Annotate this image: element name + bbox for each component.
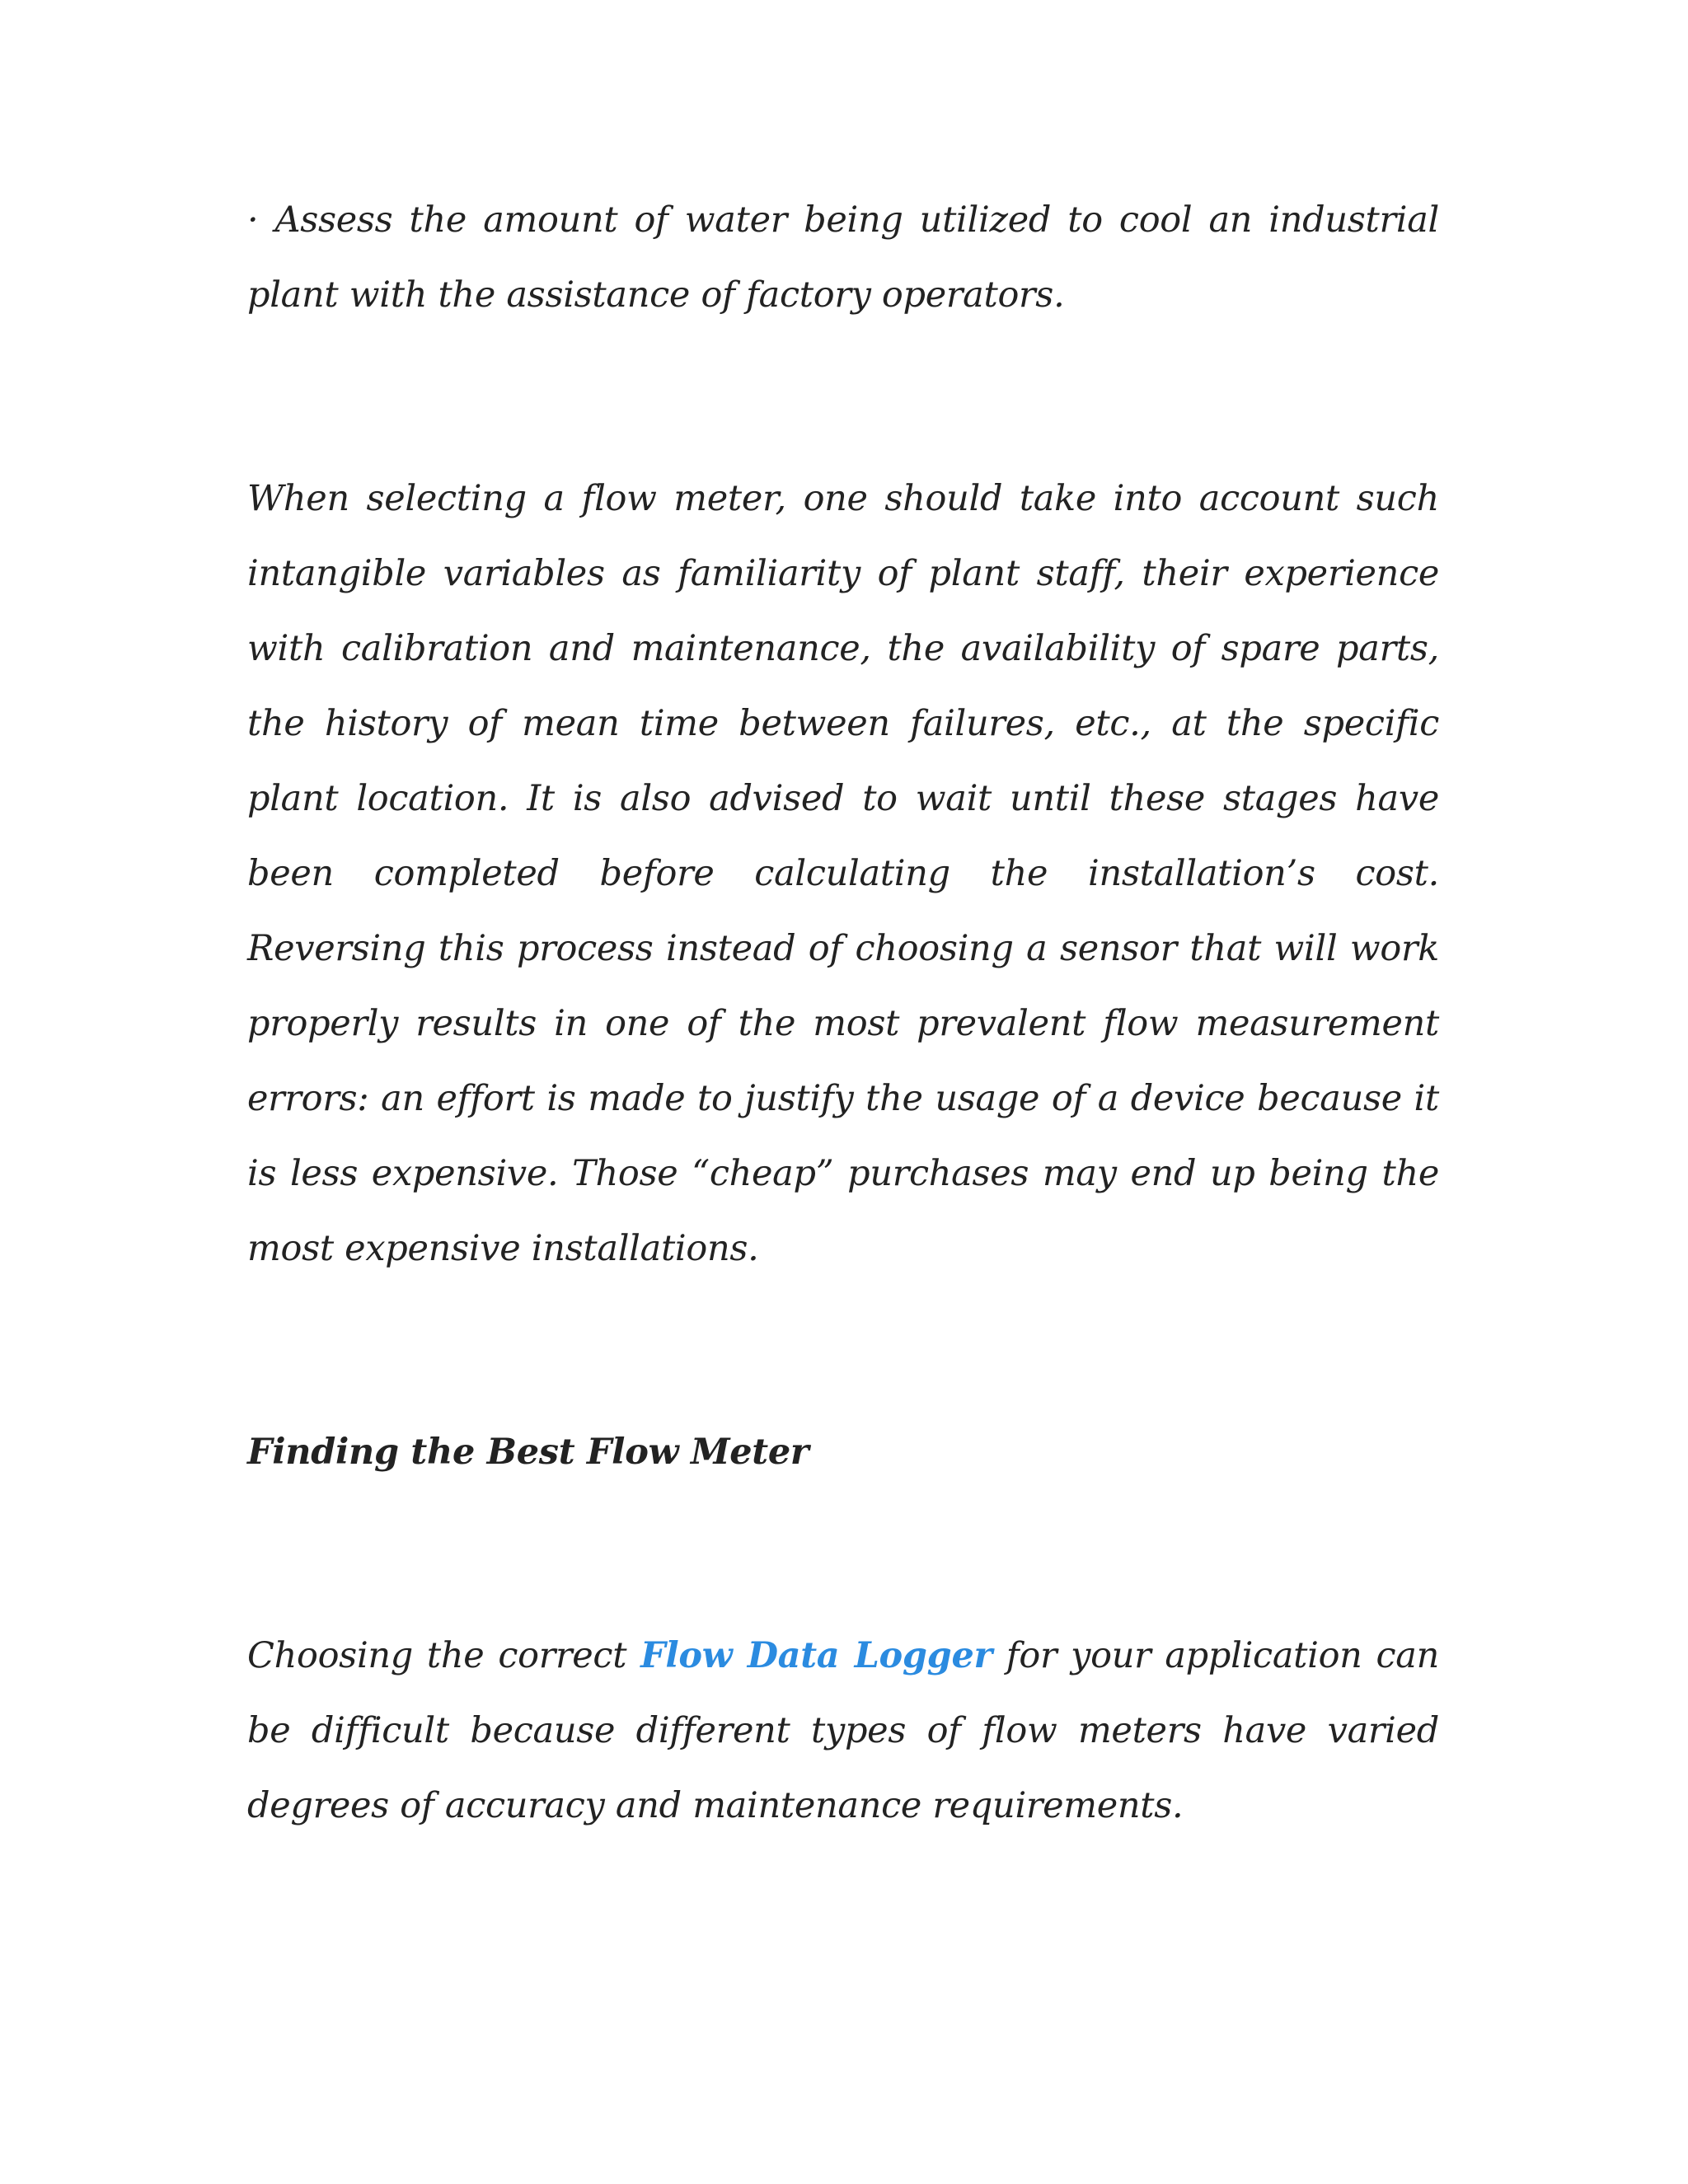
article-body	[247, 183, 1439, 1844]
spacer	[247, 1286, 1439, 1415]
spacer	[247, 333, 1439, 462]
paragraph-flow-meter-selection: When selecting a flow meter, one should take into account such intangible variables as familiarity of plant staff, their experience with calibration and maintenance, the availability of spare parts, the history of mean time between failures, etc., at the specific plant location. It is also advised to wait until these stages have been completed before calculating the installation’s cost. Reversing this process instead of choosing a sensor that will work properly results in one of the most prevalent flow measurement errors: an effort is made to justify the usage of a device because it is less expensive. Those “cheap” purchases may end up being the most expensive installations.	[247, 478, 1439, 1269]
paragraph-text-before-link: Choosing the correct	[247, 1635, 641, 1676]
section-heading: Finding the Best Flow Meter	[247, 1432, 809, 1473]
flow-data-logger-link[interactable]: Flow Data Logger	[640, 1635, 992, 1676]
paragraph-text-after-link: for your application can be difficult because different types of flow meters have varied degrees of accuracy and maintenance requirements.	[247, 1635, 1440, 1826]
spacer	[247, 1490, 1439, 1619]
bullet-item: · Assess the amount of water being utilized to cool an industrial plant with the assistance of factory operators.	[247, 199, 1439, 316]
paragraph-data-logger	[247, 1619, 1439, 1844]
